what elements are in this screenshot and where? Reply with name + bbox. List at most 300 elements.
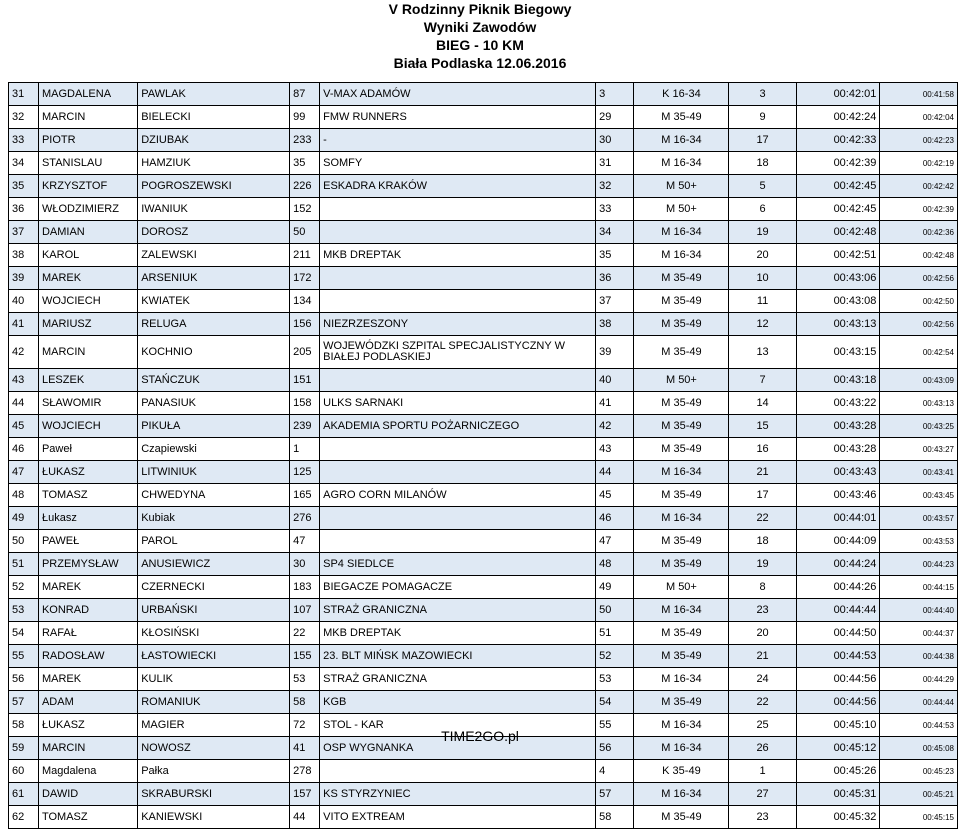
age-group-position-cell: 30 [596, 129, 634, 152]
category-cell: M 35-49 [634, 267, 729, 290]
event-place-date: Biała Podlaska 12.06.2016 [393, 55, 567, 71]
bib-number-cell: 205 [290, 336, 320, 369]
category-position-cell: 19 [729, 221, 796, 244]
club-cell: STRAŻ GRANICZNA [320, 599, 596, 622]
first-name-cell: ŁUKASZ [38, 461, 137, 484]
time-cell: 00:42:48 [796, 221, 880, 244]
last-name-cell: LITWINIUK [138, 461, 290, 484]
table-row [9, 668, 958, 691]
time-cell: 00:43:22 [796, 392, 880, 415]
last-name-cell: IWANIUK [138, 198, 290, 221]
age-group-position-cell: 29 [596, 106, 634, 129]
age-group-position-cell: 49 [596, 576, 634, 599]
club-cell: MKB DREPTAK [320, 622, 596, 645]
last-name-cell: PANASIUK [138, 392, 290, 415]
bib-number-cell: 125 [290, 461, 320, 484]
category-cell: M 35-49 [634, 645, 729, 668]
category-position-cell: 12 [729, 313, 796, 336]
category-cell: M 35-49 [634, 622, 729, 645]
position-cell: 47 [9, 461, 39, 484]
category-position-cell: 15 [729, 415, 796, 438]
age-group-position-cell: 57 [596, 783, 634, 806]
position-cell: 53 [9, 599, 39, 622]
net-time-cell: 00:45:23 [880, 760, 958, 783]
last-name-cell: Pałka [138, 760, 290, 783]
table-row [9, 760, 958, 783]
results-table [8, 82, 958, 829]
age-group-position-cell: 45 [596, 484, 634, 507]
club-cell: FMW RUNNERS [320, 106, 596, 129]
net-time-cell: 00:42:56 [880, 267, 958, 290]
table-row [9, 806, 958, 829]
first-name-cell: LESZEK [38, 369, 137, 392]
first-name-cell: MAREK [38, 267, 137, 290]
table-row [9, 267, 958, 290]
position-cell: 40 [9, 290, 39, 313]
net-time-cell: 00:42:04 [880, 106, 958, 129]
category-cell: M 16-34 [634, 129, 729, 152]
net-time-cell: 00:43:57 [880, 507, 958, 530]
position-cell: 38 [9, 244, 39, 267]
time-cell: 00:42:45 [796, 175, 880, 198]
first-name-cell: Magdalena [38, 760, 137, 783]
time-cell: 00:42:24 [796, 106, 880, 129]
race-name: BIEG - 10 KM [436, 37, 524, 53]
net-time-cell: 00:45:08 [880, 737, 958, 760]
time-cell: 00:43:18 [796, 369, 880, 392]
category-cell: M 16-34 [634, 599, 729, 622]
results-subtitle: Wyniki Zawodów [423, 19, 537, 35]
net-time-cell: 00:42:23 [880, 129, 958, 152]
age-group-position-cell: 53 [596, 668, 634, 691]
club-cell: SP4 SIEDLCE [320, 553, 596, 576]
position-cell: 62 [9, 806, 39, 829]
net-time-cell: 00:44:38 [880, 645, 958, 668]
last-name-cell: NOWOSZ [138, 737, 290, 760]
bib-number-cell: 107 [290, 599, 320, 622]
bib-number-cell: 226 [290, 175, 320, 198]
net-time-cell: 00:44:29 [880, 668, 958, 691]
position-cell: 43 [9, 369, 39, 392]
position-cell: 45 [9, 415, 39, 438]
first-name-cell: KAROL [38, 244, 137, 267]
position-cell: 57 [9, 691, 39, 714]
category-cell: M 16-34 [634, 244, 729, 267]
net-time-cell: 00:44:40 [880, 599, 958, 622]
position-cell: 33 [9, 129, 39, 152]
time-cell: 00:42:51 [796, 244, 880, 267]
net-time-cell: 00:43:27 [880, 438, 958, 461]
first-name-cell: PRZEMYSŁAW [38, 553, 137, 576]
category-position-cell: 26 [729, 737, 796, 760]
category-position-cell: 18 [729, 152, 796, 175]
last-name-cell: DOROSZ [138, 221, 290, 244]
position-cell: 44 [9, 392, 39, 415]
club-cell [320, 198, 596, 221]
bib-number-cell: 22 [290, 622, 320, 645]
first-name-cell: MARCIN [38, 336, 137, 369]
category-position-cell: 10 [729, 267, 796, 290]
position-cell: 51 [9, 553, 39, 576]
category-position-cell: 23 [729, 599, 796, 622]
position-cell: 41 [9, 313, 39, 336]
time-cell: 00:43:06 [796, 267, 880, 290]
time-cell: 00:43:28 [796, 438, 880, 461]
table-row [9, 599, 958, 622]
age-group-position-cell: 31 [596, 152, 634, 175]
bib-number-cell: 1 [290, 438, 320, 461]
age-group-position-cell: 37 [596, 290, 634, 313]
last-name-cell: ROMANIUK [138, 691, 290, 714]
category-position-cell: 13 [729, 336, 796, 369]
club-cell [320, 760, 596, 783]
category-position-cell: 14 [729, 392, 796, 415]
position-cell: 37 [9, 221, 39, 244]
net-time-cell: 00:42:48 [880, 244, 958, 267]
age-group-position-cell: 34 [596, 221, 634, 244]
last-name-cell: DZIUBAK [138, 129, 290, 152]
position-cell: 50 [9, 530, 39, 553]
time-cell: 00:43:28 [796, 415, 880, 438]
table-row [9, 313, 958, 336]
club-cell: STRAŻ GRANICZNA [320, 668, 596, 691]
first-name-cell: Łukasz [38, 507, 137, 530]
last-name-cell: SKRABURSKI [138, 783, 290, 806]
category-position-cell: 17 [729, 129, 796, 152]
time-cell: 00:45:32 [796, 806, 880, 829]
first-name-cell: WOJCIECH [38, 290, 137, 313]
first-name-cell: MAGDALENA [38, 83, 137, 106]
last-name-cell: PAWLAK [138, 83, 290, 106]
club-cell [320, 461, 596, 484]
first-name-cell: RADOSŁAW [38, 645, 137, 668]
age-group-position-cell: 54 [596, 691, 634, 714]
time-cell: 00:44:56 [796, 668, 880, 691]
time-cell: 00:43:13 [796, 313, 880, 336]
net-time-cell: 00:44:53 [880, 714, 958, 737]
results-header [0, 0, 960, 72]
category-position-cell: 25 [729, 714, 796, 737]
last-name-cell: Kubiak [138, 507, 290, 530]
table-row [9, 175, 958, 198]
table-row [9, 290, 958, 313]
time-cell: 00:42:39 [796, 152, 880, 175]
time-cell: 00:44:50 [796, 622, 880, 645]
bib-number-cell: 276 [290, 507, 320, 530]
bib-number-cell: 158 [290, 392, 320, 415]
club-cell: MKB DREPTAK [320, 244, 596, 267]
first-name-cell: WŁODZIMIERZ [38, 198, 137, 221]
age-group-position-cell: 35 [596, 244, 634, 267]
net-time-cell: 00:44:23 [880, 553, 958, 576]
position-cell: 46 [9, 438, 39, 461]
first-name-cell: KRZYSZTOF [38, 175, 137, 198]
table-row [9, 461, 958, 484]
category-position-cell: 21 [729, 645, 796, 668]
bib-number-cell: 44 [290, 806, 320, 829]
bib-number-cell: 183 [290, 576, 320, 599]
category-position-cell: 3 [729, 83, 796, 106]
category-position-cell: 5 [729, 175, 796, 198]
bib-number-cell: 239 [290, 415, 320, 438]
category-position-cell: 9 [729, 106, 796, 129]
last-name-cell: ZALEWSKI [138, 244, 290, 267]
position-cell: 39 [9, 267, 39, 290]
bib-number-cell: 151 [290, 369, 320, 392]
club-cell: KGB [320, 691, 596, 714]
net-time-cell: 00:44:37 [880, 622, 958, 645]
bib-number-cell: 47 [290, 530, 320, 553]
first-name-cell: Paweł [38, 438, 137, 461]
net-time-cell: 00:44:44 [880, 691, 958, 714]
time-cell: 00:43:46 [796, 484, 880, 507]
bib-number-cell: 157 [290, 783, 320, 806]
position-cell: 42 [9, 336, 39, 369]
time-cell: 00:44:53 [796, 645, 880, 668]
net-time-cell: 00:42:50 [880, 290, 958, 313]
category-position-cell: 17 [729, 484, 796, 507]
position-cell: 55 [9, 645, 39, 668]
first-name-cell: PAWEŁ [38, 530, 137, 553]
age-group-position-cell: 47 [596, 530, 634, 553]
table-row [9, 336, 958, 369]
category-cell: M 16-34 [634, 507, 729, 530]
last-name-cell: PIKUŁA [138, 415, 290, 438]
time-cell: 00:44:44 [796, 599, 880, 622]
table-row [9, 129, 958, 152]
time-cell: 00:43:08 [796, 290, 880, 313]
club-cell [320, 369, 596, 392]
table-row [9, 622, 958, 645]
club-cell: AGRO CORN MILANÓW [320, 484, 596, 507]
first-name-cell: TOMASZ [38, 484, 137, 507]
first-name-cell: ŁUKASZ [38, 714, 137, 737]
age-group-position-cell: 48 [596, 553, 634, 576]
club-cell: SOMFY [320, 152, 596, 175]
category-position-cell: 16 [729, 438, 796, 461]
age-group-position-cell: 39 [596, 336, 634, 369]
time-cell: 00:44:09 [796, 530, 880, 553]
category-cell: M 35-49 [634, 392, 729, 415]
table-row [9, 507, 958, 530]
first-name-cell: MARCIN [38, 737, 137, 760]
last-name-cell: PAROL [138, 530, 290, 553]
first-name-cell: DAMIAN [38, 221, 137, 244]
first-name-cell: KONRAD [38, 599, 137, 622]
age-group-position-cell: 51 [596, 622, 634, 645]
time-cell: 00:42:01 [796, 83, 880, 106]
first-name-cell: MARCIN [38, 106, 137, 129]
category-cell: M 35-49 [634, 806, 729, 829]
net-time-cell: 00:44:15 [880, 576, 958, 599]
club-cell: V-MAX ADAMÓW [320, 83, 596, 106]
category-position-cell: 11 [729, 290, 796, 313]
table-row [9, 369, 958, 392]
age-group-position-cell: 56 [596, 737, 634, 760]
last-name-cell: CZERNECKI [138, 576, 290, 599]
category-cell: K 35-49 [634, 760, 729, 783]
table-row [9, 530, 958, 553]
table-row [9, 392, 958, 415]
age-group-position-cell: 46 [596, 507, 634, 530]
table-row [9, 645, 958, 668]
bib-number-cell: 41 [290, 737, 320, 760]
net-time-cell: 00:43:09 [880, 369, 958, 392]
time-cell: 00:44:24 [796, 553, 880, 576]
club-cell [320, 290, 596, 313]
category-cell: M 16-34 [634, 714, 729, 737]
table-row [9, 553, 958, 576]
club-cell: STOL - KAR [320, 714, 596, 737]
position-cell: 35 [9, 175, 39, 198]
category-cell: M 50+ [634, 198, 729, 221]
category-cell: M 35-49 [634, 438, 729, 461]
position-cell: 61 [9, 783, 39, 806]
category-cell: M 16-34 [634, 152, 729, 175]
category-position-cell: 22 [729, 507, 796, 530]
bib-number-cell: 155 [290, 645, 320, 668]
net-time-cell: 00:42:36 [880, 221, 958, 244]
first-name-cell: RAFAŁ [38, 622, 137, 645]
club-cell: BIEGACZE POMAGACZE [320, 576, 596, 599]
category-cell: M 35-49 [634, 530, 729, 553]
last-name-cell: KULIK [138, 668, 290, 691]
net-time-cell: 00:43:45 [880, 484, 958, 507]
age-group-position-cell: 32 [596, 175, 634, 198]
category-cell: M 16-34 [634, 737, 729, 760]
position-cell: 58 [9, 714, 39, 737]
first-name-cell: MAREK [38, 668, 137, 691]
category-position-cell: 8 [729, 576, 796, 599]
category-cell: M 16-34 [634, 221, 729, 244]
net-time-cell: 00:42:19 [880, 152, 958, 175]
category-cell: M 35-49 [634, 313, 729, 336]
last-name-cell: MAGIER [138, 714, 290, 737]
net-time-cell: 00:41:58 [880, 83, 958, 106]
time-cell: 00:42:45 [796, 198, 880, 221]
last-name-cell: HAMZIUK [138, 152, 290, 175]
age-group-position-cell: 36 [596, 267, 634, 290]
last-name-cell: KANIEWSKI [138, 806, 290, 829]
club-cell: ULKS SARNAKI [320, 392, 596, 415]
age-group-position-cell: 3 [596, 83, 634, 106]
category-position-cell: 1 [729, 760, 796, 783]
position-cell: 54 [9, 622, 39, 645]
last-name-cell: POGROSZEWSKI [138, 175, 290, 198]
club-cell [320, 438, 596, 461]
event-title: V Rodzinny Piknik Biegowy [388, 1, 572, 17]
category-position-cell: 24 [729, 668, 796, 691]
net-time-cell: 00:42:56 [880, 313, 958, 336]
last-name-cell: KOCHNIO [138, 336, 290, 369]
age-group-position-cell: 40 [596, 369, 634, 392]
age-group-position-cell: 38 [596, 313, 634, 336]
category-position-cell: 7 [729, 369, 796, 392]
club-cell [320, 530, 596, 553]
position-cell: 48 [9, 484, 39, 507]
bib-number-cell: 165 [290, 484, 320, 507]
age-group-position-cell: 44 [596, 461, 634, 484]
category-cell: M 35-49 [634, 106, 729, 129]
club-cell: ESKADRA KRAKÓW [320, 175, 596, 198]
first-name-cell: ADAM [38, 691, 137, 714]
position-cell: 32 [9, 106, 39, 129]
club-cell [320, 507, 596, 530]
bib-number-cell: 211 [290, 244, 320, 267]
first-name-cell: WOJCIECH [38, 415, 137, 438]
time-cell: 00:42:33 [796, 129, 880, 152]
category-cell: K 16-34 [634, 83, 729, 106]
net-time-cell: 00:43:53 [880, 530, 958, 553]
last-name-cell: KŁOSIŃSKI [138, 622, 290, 645]
time-cell: 00:45:31 [796, 783, 880, 806]
club-cell: VITO EXTREAM [320, 806, 596, 829]
position-cell: 59 [9, 737, 39, 760]
category-cell: M 35-49 [634, 553, 729, 576]
net-time-cell: 00:43:13 [880, 392, 958, 415]
results-table-body [9, 83, 958, 829]
category-position-cell: 18 [729, 530, 796, 553]
last-name-cell: Czapiewski [138, 438, 290, 461]
time-cell: 00:43:15 [796, 336, 880, 369]
category-cell: M 35-49 [634, 484, 729, 507]
table-row [9, 415, 958, 438]
age-group-position-cell: 42 [596, 415, 634, 438]
net-time-cell: 00:42:42 [880, 175, 958, 198]
first-name-cell: SŁAWOMIR [38, 392, 137, 415]
club-cell: KS STYRZYNIEC [320, 783, 596, 806]
table-row [9, 106, 958, 129]
category-position-cell: 23 [729, 806, 796, 829]
club-cell: AKADEMIA SPORTU POŻARNICZEGO [320, 415, 596, 438]
position-cell: 52 [9, 576, 39, 599]
position-cell: 34 [9, 152, 39, 175]
last-name-cell: RELUGA [138, 313, 290, 336]
bib-number-cell: 233 [290, 129, 320, 152]
net-time-cell: 00:42:54 [880, 336, 958, 369]
bib-number-cell: 58 [290, 691, 320, 714]
net-time-cell: 00:43:25 [880, 415, 958, 438]
bib-number-cell: 30 [290, 553, 320, 576]
bib-number-cell: 156 [290, 313, 320, 336]
category-cell: M 35-49 [634, 336, 729, 369]
bib-number-cell: 35 [290, 152, 320, 175]
table-row [9, 783, 958, 806]
bib-number-cell: 72 [290, 714, 320, 737]
category-position-cell: 20 [729, 244, 796, 267]
first-name-cell: MAREK [38, 576, 137, 599]
club-cell: OSP WYGNANKA [320, 737, 596, 760]
net-time-cell: 00:45:21 [880, 783, 958, 806]
position-cell: 36 [9, 198, 39, 221]
time-cell: 00:45:26 [796, 760, 880, 783]
time-cell: 00:45:10 [796, 714, 880, 737]
first-name-cell: PIOTR [38, 129, 137, 152]
age-group-position-cell: 50 [596, 599, 634, 622]
category-cell: M 50+ [634, 576, 729, 599]
table-row [9, 576, 958, 599]
club-cell: - [320, 129, 596, 152]
bib-number-cell: 53 [290, 668, 320, 691]
category-cell: M 16-34 [634, 461, 729, 484]
bib-number-cell: 99 [290, 106, 320, 129]
first-name-cell: TOMASZ [38, 806, 137, 829]
last-name-cell: STAŃCZUK [138, 369, 290, 392]
club-cell: NIEZRZESZONY [320, 313, 596, 336]
net-time-cell: 00:43:41 [880, 461, 958, 484]
category-cell: M 16-34 [634, 783, 729, 806]
net-time-cell: 00:42:39 [880, 198, 958, 221]
